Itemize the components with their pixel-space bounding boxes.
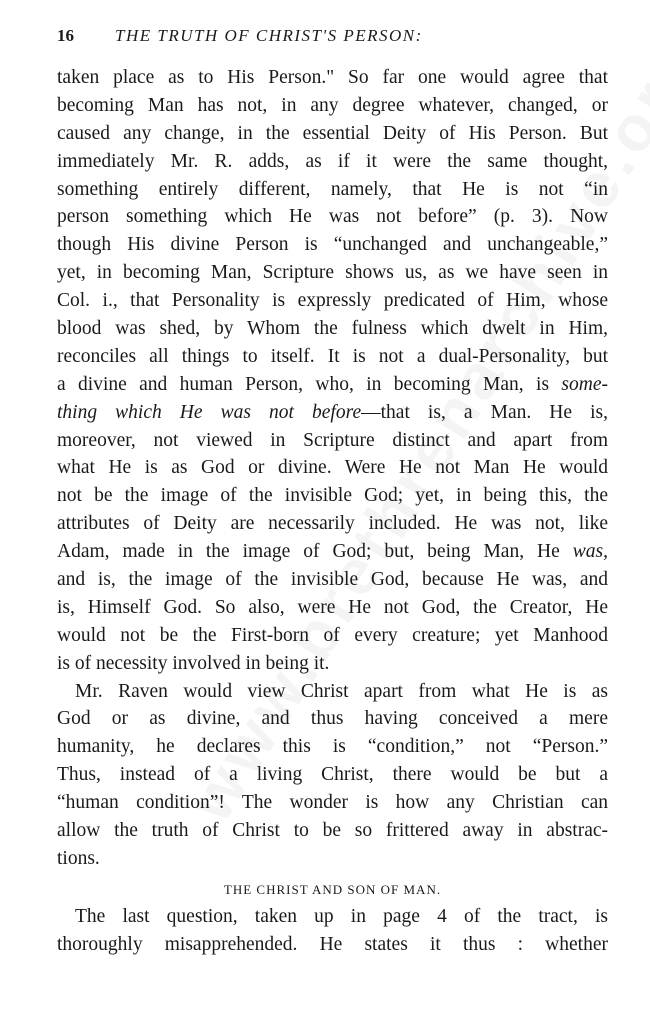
text-segment: person something which He was not before” (p. 3). Now [57,206,608,228]
text-segment: Thus, instead of a living Christ, there would be but a [57,764,608,786]
text-line [57,92,608,120]
text-segment: though His divine Person is “unchanged and unchangeable,” [57,234,608,256]
text-segment: Mr. Raven would view Christ apart from what He is as [75,680,608,702]
text-segment: moreover, not viewed in Scripture distinct and apart from [57,429,608,451]
text-segment: Adam, made in the image of God; but, being Man, He [57,541,573,563]
text-segment: would not be the First-born of every creature; yet Manhood [57,624,608,646]
text-segment: humanity, he declares this is “condition,” not “Person.” [57,736,608,758]
text-segment: something entirely different, namely, that He is not “in [57,178,608,200]
text-segment: becoming Man has not, in any degree whatever, changed, or [57,94,608,116]
text-segment: THE CHRIST AND SON OF MAN. [223,881,442,897]
text-line [57,287,608,315]
text-line [57,64,608,92]
text-segment: —that is, a Man. He is, [361,401,608,423]
text-segment: Col. i., that Personality is expressly predicated of Him, whose [57,290,608,312]
text-line [57,817,608,845]
text-line [57,594,608,622]
text-line [57,903,608,931]
text-segment: what He is as God or divine. Were He not Man He would [57,457,608,479]
text-line [57,566,608,594]
text-segment: is, Himself God. So also, were He not God, the Creator, He [57,596,608,618]
text-line [57,733,608,761]
text-line [57,231,608,259]
text-segment: yet, in becoming Man, Scripture shows us, as we have seen in [57,262,608,284]
text-segment: reconciles all things to itself. It is not a dual-Personality, but [57,345,608,367]
italic-text: some- [561,373,608,395]
text-line [57,931,608,959]
text-segment: The last question, taken up in page 4 of the tract, is [75,905,608,927]
page-number: 16 [57,26,74,45]
running-header [57,26,608,50]
text-line [57,203,608,231]
text-line [57,454,608,482]
text-line [57,761,608,789]
text-segment: a divine and human Person, who, in becoming Man, is [57,373,562,395]
text-line [57,538,608,566]
text-line [57,399,608,427]
text-line [57,622,608,650]
text-line [57,315,608,343]
text-line [57,789,608,817]
text-line [57,427,608,455]
text-line [57,705,608,733]
page-body-text [57,64,608,959]
text-line [57,259,608,287]
text-segment: immediately Mr. R. adds, as if it were the same thought, [57,150,608,172]
text-line [57,120,608,148]
text-line [57,650,608,678]
text-line [57,510,608,538]
text-line [57,343,608,371]
text-segment: “human condition”! The wonder is how any Christian can [57,792,608,814]
text-segment: thoroughly misapprehended. He states it thus : whether [57,933,608,955]
text-segment: taken place as to His Person." So far one would agree that [57,67,608,88]
text-line [57,176,608,204]
text-segment: is of necessity involved in being it. [57,652,330,674]
running-title: THE TRUTH OF CHRIST'S PERSON: [115,26,423,45]
text-segment: God or as divine, and thus having conceived a mere [57,708,608,730]
text-line [57,845,608,873]
text-line [57,371,608,399]
text-segment: attributes of Deity are necessarily included. He was not, like [57,513,608,535]
text-line [57,482,608,510]
text-segment: and is, the image of the invisible God, because He was, and [57,569,608,591]
italic-text: was, [572,541,608,563]
text-line [57,678,608,706]
text-segment: allow the truth of Christ to be so frittered away in abstrac- [57,820,608,842]
text-segment: not be the image of the invisible God; yet, in being this, the [57,485,608,507]
text-segment: caused any change, in the essential Deity of His Person. But [57,122,608,144]
section-heading [57,873,608,903]
text-segment: blood was shed, by Whom the fulness which dwelt in Him, [57,318,608,340]
text-segment: tions. [57,847,100,869]
text-line [57,148,608,176]
italic-text: thing which He was not before [57,401,362,423]
